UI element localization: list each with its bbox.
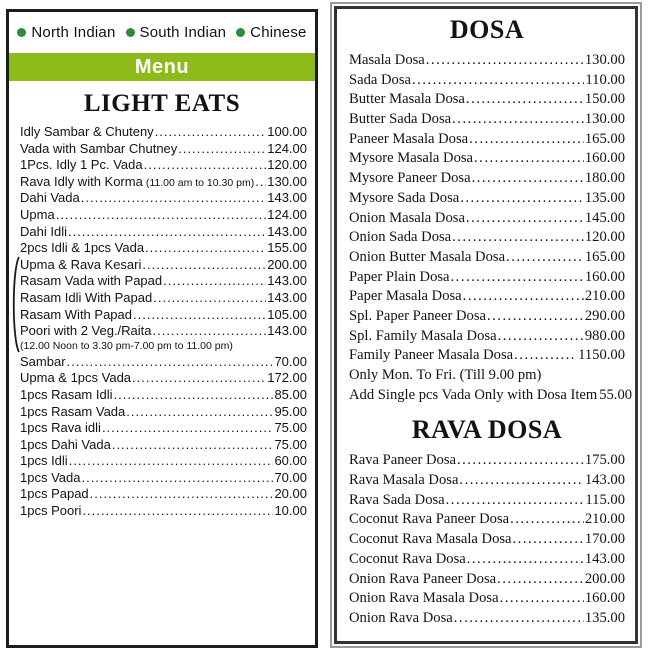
item-price: 210.00 [584, 511, 625, 528]
item-price: 115.00 [585, 491, 625, 508]
item-name: 1pcs Idli [20, 453, 68, 469]
green-bullet-icon [126, 28, 135, 37]
dot-leader [487, 307, 584, 327]
menu-item-row [20, 323, 307, 340]
item-name: Upma & Rava Kesari [20, 256, 142, 272]
item-name: Upma & 1pcs Vada [20, 370, 132, 386]
item-name: Rava Sada Dosa [349, 491, 445, 508]
item-name: Family Paneer Masala Dosa [349, 347, 514, 364]
item-price: 110.00 [585, 71, 625, 88]
menu-item-row [20, 486, 307, 503]
menu-item-row [349, 71, 625, 91]
item-price: 20.00 [274, 486, 307, 502]
item-price: 200.00 [584, 570, 625, 587]
dot-leader [466, 209, 584, 229]
item-name: Paper Masala Dosa [349, 288, 462, 305]
item-price: 85.00 [274, 386, 307, 402]
dot-leader [113, 387, 273, 404]
item-name: 1pcs Papad [20, 486, 89, 502]
dot-leader [133, 307, 266, 324]
item-price: 75.00 [274, 436, 307, 452]
menu-item-row [20, 124, 307, 141]
menu-item-row [349, 228, 625, 248]
menu-item-row [349, 248, 625, 268]
item-name: 1pcs Vada [20, 469, 81, 485]
menu-item-row [349, 510, 625, 530]
item-name: Poori with 2 Veg./Raita [20, 323, 152, 339]
item-name: Spl. Paper Paneer Dosa [349, 307, 486, 324]
menu-item-row [20, 420, 307, 437]
menu-item-row [349, 149, 625, 169]
dot-leader [153, 323, 267, 340]
menu-item-row [349, 346, 625, 366]
item-name: Dahi Idli [20, 223, 67, 239]
menu-item-row [349, 451, 625, 471]
item-name: Only Mon. To Fri. (Till 9.00 pm) [349, 367, 542, 383]
item-price: 160.00 [584, 150, 625, 167]
item-price: 55.00 [599, 386, 633, 403]
menu-item-row [349, 51, 625, 71]
item-name: Rasam Vada with Papad [20, 273, 163, 289]
dot-leader [81, 470, 273, 487]
menu-item-row [349, 327, 625, 347]
dot-leader [500, 589, 584, 609]
item-name: Upma [20, 206, 55, 222]
dot-leader [472, 169, 584, 189]
dot-leader [457, 451, 584, 471]
menu-item-row [20, 453, 307, 470]
dot-leader [452, 228, 584, 248]
item-price: 130.00 [584, 52, 625, 68]
item-price: 143.00 [267, 323, 307, 339]
item-price: 105.00 [267, 306, 307, 322]
light-eats-list [9, 122, 315, 520]
item-price: 95.00 [274, 403, 307, 419]
dot-leader [67, 354, 274, 371]
item-name: Dahi Vada [20, 190, 80, 206]
dot-leader [145, 240, 266, 257]
item-price: 1150.00 [578, 347, 625, 364]
item-price: 143.00 [267, 273, 307, 289]
item-name: Paper Plain Dosa [349, 268, 450, 285]
menu-item-row [349, 130, 625, 150]
dot-leader [463, 287, 584, 307]
dot-leader [255, 174, 266, 191]
item-price: 980.00 [584, 327, 625, 344]
menu-item-row [349, 169, 625, 189]
item-price: 150.00 [584, 91, 625, 108]
menu-item-row [20, 174, 307, 191]
dot-leader [513, 530, 584, 550]
item-price: 143.00 [584, 472, 625, 489]
item-name: Butter Sada Dosa [349, 111, 452, 128]
item-price: 170.00 [584, 531, 625, 548]
item-name: Rava Masala Dosa [349, 472, 459, 489]
menu-item-row [349, 307, 625, 327]
cuisine-north-indian [17, 24, 115, 41]
item-price: 120.00 [584, 229, 625, 246]
menu-item-row [349, 189, 625, 209]
item-price: 100.00 [267, 124, 307, 139]
item-name: 1pcs Dahi Vada [20, 436, 111, 452]
section-title-light-eats: LIGHT EATS [83, 90, 241, 117]
item-price: 175.00 [584, 452, 625, 469]
item-price: 124.00 [267, 206, 307, 222]
dot-leader [506, 248, 584, 268]
item-name: Rasam With Papad [20, 306, 132, 322]
item-name: 1Pcs. Idly 1 Pc. Vada [20, 157, 143, 173]
menu-item-row [20, 257, 307, 274]
item-name: Idly Sambar & Chuteny [20, 124, 154, 139]
menu-item-row [349, 550, 625, 570]
dot-leader [474, 149, 584, 169]
dot-leader [68, 224, 266, 241]
menu-item-row [349, 110, 625, 130]
item-price: 135.00 [584, 189, 625, 206]
cuisine-label: Chinese [250, 24, 307, 41]
item-name: Vada with Sambar Chutney [20, 140, 178, 156]
menu-item-row [20, 404, 307, 421]
item-name: 1pcs Poori [20, 503, 82, 519]
dot-leader [459, 471, 583, 491]
menu-item-row [20, 437, 307, 454]
item-name: Mysore Masala Dosa [349, 150, 474, 167]
dot-leader [446, 491, 585, 511]
item-price: 75.00 [274, 420, 307, 436]
item-price: 143.00 [267, 190, 307, 206]
dot-leader [467, 550, 584, 570]
item-price: 124.00 [267, 140, 307, 156]
cuisine-label: South Indian [139, 24, 227, 41]
item-price: 135.00 [584, 609, 625, 626]
item-name: Masala Dosa [349, 52, 425, 68]
item-price: 200.00 [267, 256, 307, 272]
green-bullet-icon [236, 28, 245, 37]
menu-item-row [349, 209, 625, 229]
dot-leader [82, 503, 273, 520]
cuisine-header [9, 12, 315, 53]
item-name: Sambar [20, 353, 66, 369]
item-name: Rava Paneer Dosa [349, 452, 456, 469]
menu-item-row [349, 90, 625, 110]
item-name: Mysore Sada Dosa [349, 189, 460, 206]
item-price: 10.00 [274, 503, 307, 519]
section-title-rava-dosa: RAVA DOSA [411, 415, 563, 445]
item-price: 160.00 [584, 590, 625, 607]
dot-leader [454, 609, 584, 629]
item-name: Paneer Masala Dosa [349, 130, 469, 147]
dot-leader [102, 420, 274, 437]
item-price: 165.00 [584, 248, 625, 265]
item-price: 180.00 [584, 170, 625, 187]
item-name: Onion Rava Paneer Dosa [349, 570, 497, 587]
dot-leader [412, 71, 584, 91]
item-price: 172.00 [267, 370, 307, 386]
item-name: Coconut Rava Masala Dosa [349, 531, 512, 548]
dot-leader [497, 570, 584, 590]
menu-item-row [20, 290, 307, 307]
item-name: Mysore Paneer Dosa [349, 170, 471, 187]
item-price: 210.00 [584, 288, 625, 305]
dot-leader [142, 257, 266, 274]
item-name: (12.00 Noon to 3.30 pm-7.00 pm to 11.00 pm) [20, 339, 233, 352]
cuisine-label: North Indian [31, 24, 116, 41]
cuisine-chinese [236, 24, 306, 41]
menu-item-row [20, 503, 307, 520]
dot-leader [144, 157, 267, 174]
menu-item-row [20, 370, 307, 387]
menu-title-bar [9, 53, 315, 81]
dot-leader [126, 404, 273, 421]
group-brace-icon [10, 256, 20, 353]
dot-leader [81, 190, 266, 207]
item-name: Coconut Rava Dosa [349, 550, 466, 567]
dot-leader [510, 510, 584, 530]
menu-item-row [349, 386, 633, 406]
dot-leader [132, 370, 266, 387]
item-price: 145.00 [584, 209, 625, 226]
menu-item-row [20, 340, 307, 354]
menu-item-row [349, 287, 625, 307]
right-menu-panel [330, 2, 642, 648]
dot-leader [178, 141, 266, 158]
menu-item-row [349, 589, 625, 609]
item-name: Onion Masala Dosa [349, 209, 465, 226]
green-bullet-icon [17, 28, 26, 37]
dot-leader [56, 207, 267, 224]
menu-item-row [20, 190, 307, 207]
item-name: Sada Dosa [349, 71, 412, 88]
left-menu-panel [6, 9, 318, 648]
dot-leader [90, 486, 274, 503]
item-name: Onion Rava Masala Dosa [349, 590, 499, 607]
item-name: Spl. Family Masala Dosa [349, 327, 497, 344]
dot-leader [452, 110, 584, 130]
dot-leader [466, 90, 584, 110]
dot-leader [153, 290, 266, 307]
item-name: 1pcs Rava idli [20, 420, 101, 436]
dot-leader [460, 189, 584, 209]
menu-item-row [349, 366, 625, 386]
item-name: 1pcs Rasam Vada [20, 403, 126, 419]
menu-item-row [349, 609, 625, 629]
menu-item-row [20, 273, 307, 290]
item-name: Add Single pcs Vada Only with Dosa Item [349, 386, 598, 403]
item-name: 2pcs Idli & 1pcs Vada [20, 240, 145, 256]
item-price: 143.00 [267, 289, 307, 305]
menu-item-row [349, 530, 625, 550]
item-note: (11.00 am to 10.30 pm) [145, 176, 255, 189]
menu-item-row [20, 157, 307, 174]
menu-item-row [349, 471, 625, 491]
item-price: 290.00 [584, 307, 625, 324]
menu-item-row [20, 240, 307, 257]
menu-item-row [349, 570, 625, 590]
dot-leader [451, 268, 584, 288]
menu-item-row [349, 268, 625, 288]
menu-item-row [349, 491, 625, 511]
cuisine-south-indian [126, 24, 227, 41]
item-name: Coconut Rava Paneer Dosa [349, 511, 510, 528]
item-name: Rasam Idli With Papad [20, 289, 153, 305]
item-price: 143.00 [267, 223, 307, 239]
menu-item-row [20, 141, 307, 158]
dot-leader [469, 130, 584, 150]
dosa-sections [334, 6, 638, 644]
menu-item-row [20, 207, 307, 224]
menu-item-row [20, 470, 307, 487]
dot-leader [426, 51, 584, 71]
item-price: 130.00 [584, 111, 625, 128]
menu-title: Menu [134, 55, 190, 78]
menu-item-row [20, 387, 307, 404]
item-name: Butter Masala Dosa [349, 91, 465, 108]
menu-item-row [20, 354, 307, 371]
item-name: Onion Butter Masala Dosa [349, 248, 506, 265]
item-name: 1pcs Rasam Idli [20, 386, 113, 402]
item-name: Onion Rava Dosa [349, 609, 453, 626]
item-price: 165.00 [584, 130, 625, 147]
item-price: 160.00 [584, 268, 625, 285]
dot-leader [112, 437, 274, 454]
item-price: 60.00 [274, 453, 307, 469]
item-name: Rava Idly with Korma [20, 173, 143, 189]
dot-leader [69, 453, 274, 470]
item-price: 120.00 [267, 157, 307, 173]
item-name: Onion Sada Dosa [349, 229, 452, 246]
dot-leader [163, 273, 266, 290]
dot-leader [155, 124, 267, 141]
section-title-dosa: DOSA [449, 15, 525, 44]
item-price: 155.00 [267, 240, 307, 256]
dot-leader [498, 327, 584, 347]
menu-item-row [20, 307, 307, 324]
dot-leader [514, 346, 577, 366]
item-price: 70.00 [274, 353, 307, 369]
menu-item-row [20, 224, 307, 241]
item-price: 143.00 [584, 550, 625, 567]
item-price: 130.00 [267, 173, 307, 189]
item-price: 70.00 [274, 469, 307, 485]
